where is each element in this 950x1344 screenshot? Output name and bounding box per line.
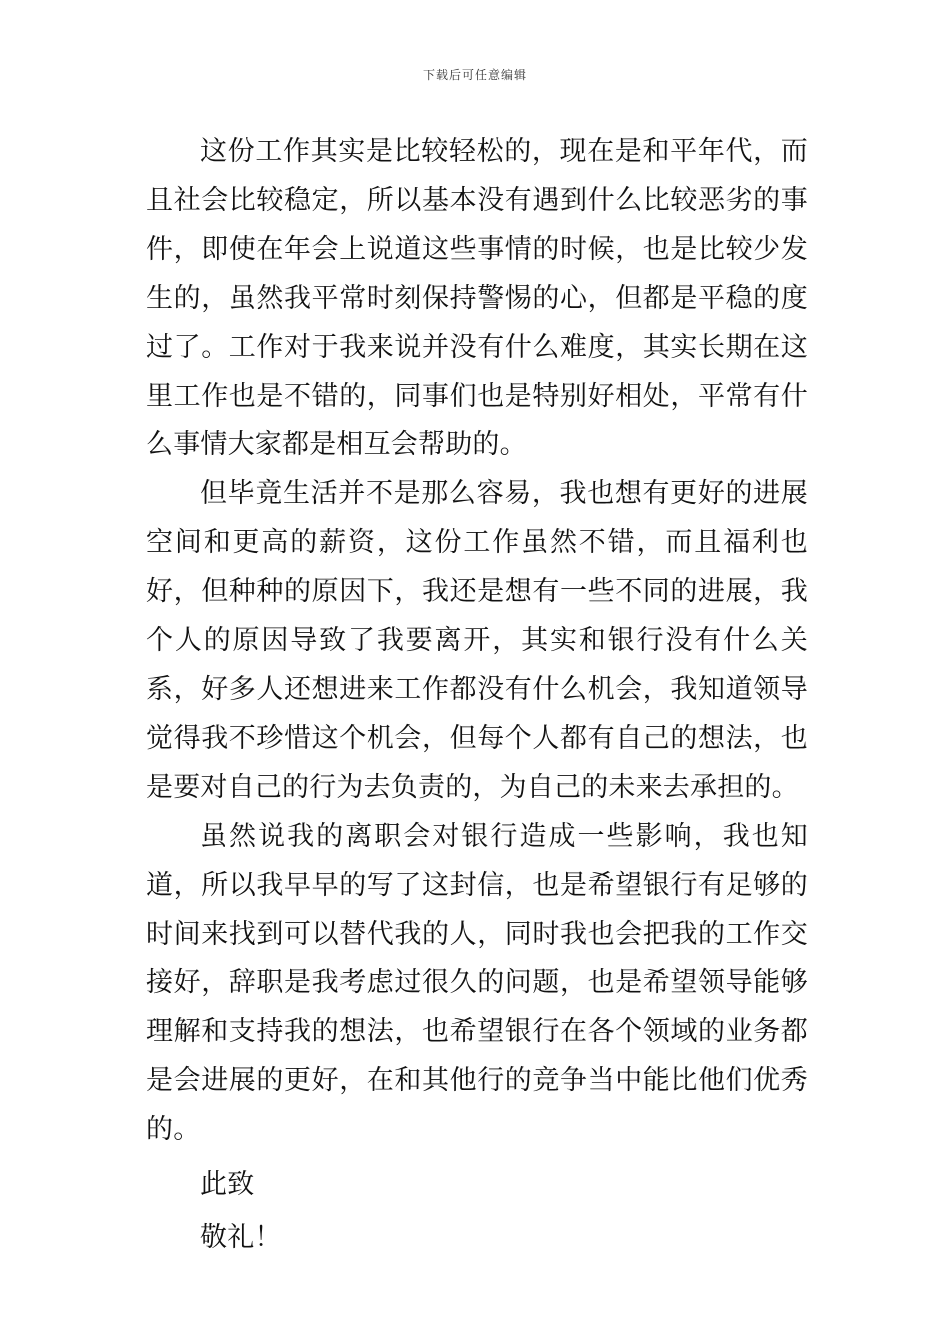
closing-salutation: 此致 <box>200 1169 255 1201</box>
letter-body <box>146 128 808 1263</box>
paragraph-1: 这份工作其实是比较轻松的，现在是和平年代，而且社会比较稳定，所以基本没有遇到什么比较恶劣的事件，即使在年会上说道这些事情的时候，也是比较少发生的，虽然我平常时刻保持警惕的心，但都是平稳的度过了。工作对于我来说并没有什么难度，其实长期在这里工作也是不错的，同事们也是特别好相处，平常有什么事情大家都是相互会帮助的。 <box>146 136 808 461</box>
paragraph-3: 虽然说我的离职会对银行造成一些影响，我也知道，所以我早早的写了这封信，也是希望银行有足够的时间来找到可以替代我的人，同时我也会把我的工作交接好，辞职是我考虑过很久的问题，也是希望领导能够理解和支持我的想法，也希望银行在各个领域的业务都是会进展的更好，在和其他行的竞争当中能比他们优秀的。 <box>146 820 808 1146</box>
closing-regards: 敬礼！ <box>200 1221 282 1253</box>
header-note: 下载后可任意编辑 <box>422 68 527 82</box>
paragraph-2: 但毕竟生活并不是那么容易，我也想有更好的进展空间和更高的薪资，这份工作虽然不错，而且福利也好，但种种的原因下，我还是想有一些不同的进展，我个人的原因导致了我要离开，其实和银行没有什么关系，好多人还想进来工作都没有什么机会，我知道领导觉得我不珍惜这个机会，但每个人都有自己的想法，也是要对自己的行为去负责的，为自己的未来去承担的。 <box>146 478 808 803</box>
